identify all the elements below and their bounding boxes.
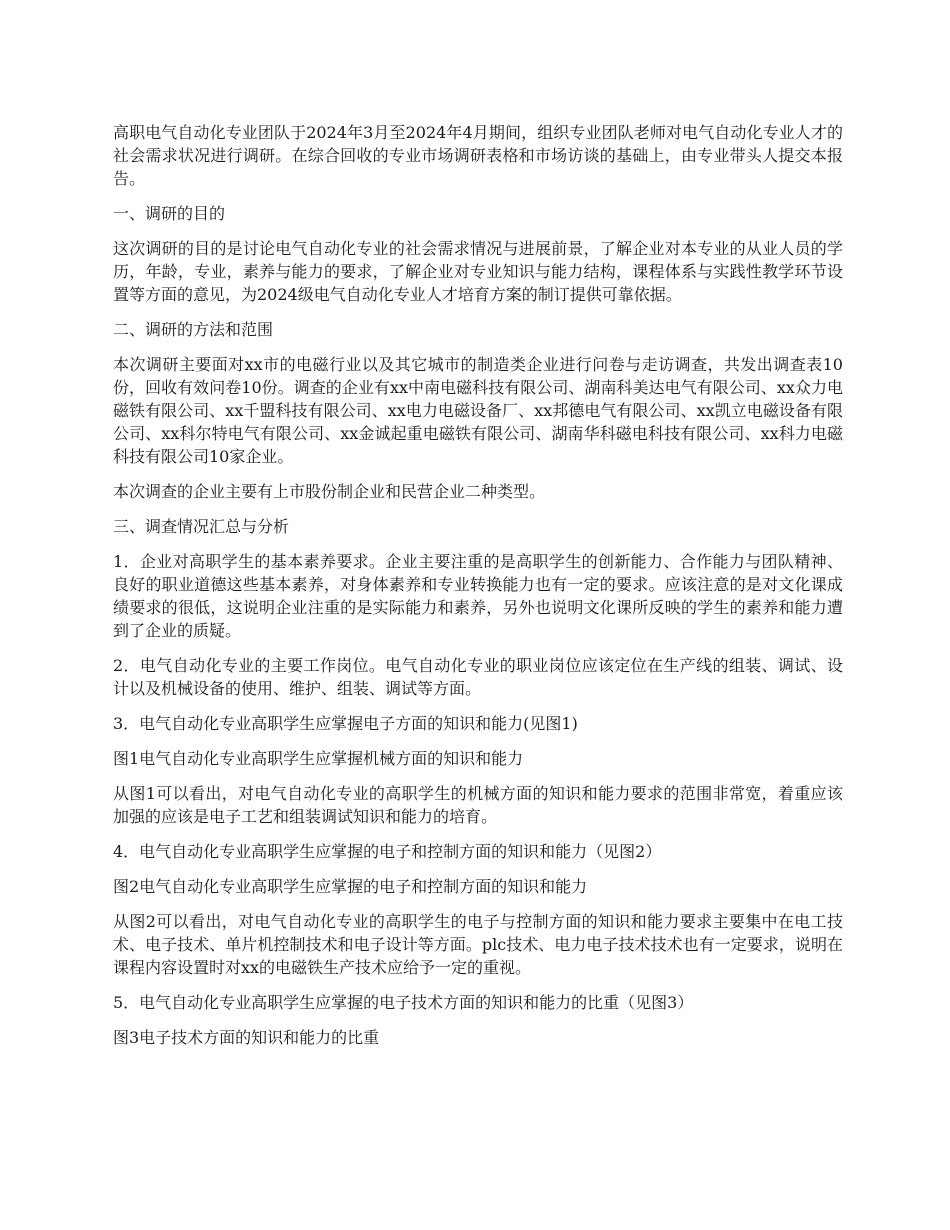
method-paragraph: 本次调研主要面对xx市的电磁行业以及其它城市的制造类企业进行问卷与走访调查，共发出调查表10份，回收有效问卷10份。调查的企业有xx中南电磁科技有限公司、湖南科美达电气有限公司、xx众力电磁铁有限公司、xx千盟科技有限公司、xx电力电磁设备厂、xx邦德电气有限公司、xx凯立电磁设备有限公司、xx科尔特电气有限公司、xx金诚起重电磁铁有限公司、湖南华科磁电科技有限公司、xx科力电磁科技有限公司10家企业。: [113, 355, 843, 466]
section-heading-method: 二、调研的方法和范围: [113, 320, 274, 339]
figure-1-caption: 图1电气自动化专业高职学生应掌握机械方面的知识和能力: [113, 749, 524, 768]
analysis-item-5: 5．电气自动化专业高职学生应掌握的电子技术方面的知识和能力的比重（见图3）: [113, 993, 694, 1012]
figure-2-caption: 图2电气自动化专业高职学生应掌握的电子和控制方面的知识和能力: [113, 877, 588, 896]
document-body: [113, 121, 843, 1061]
figure-1-discussion: 从图1可以看出，对电气自动化专业的高职学生的机械方面的知识和能力要求的范围非常宽，着重应该加强的应该是电子工艺和组装调试知识和能力的培育。: [113, 784, 843, 826]
figure-3-caption: 图3电子技术方面的知识和能力的比重: [113, 1028, 380, 1047]
enterprise-type-paragraph: 本次调查的企业主要有上市股份制企业和民营企业二种类型。: [113, 482, 546, 501]
section-heading-analysis: 三、调查情况汇总与分析: [113, 517, 290, 536]
intro-paragraph: 高职电气自动化专业团队于2024年3月至2024年4月期间，组织专业团队老师对电气自动化专业人才的社会需求状况进行调研。在综合回收的专业市场调研表格和市场访谈的基础上，由专业带头人提交本报告。: [113, 123, 843, 188]
purpose-paragraph: 这次调研的目的是讨论电气自动化专业的社会需求情况与进展前景，了解企业对本专业的从业人员的学历，年龄，专业，素养与能力的要求，了解企业对专业知识与能力结构，课程体系与实践性教学环节设置等方面的意见，为2024级电气自动化专业人才培育方案的制订提供可靠依据。: [113, 239, 843, 304]
analysis-item-1: 1．企业对高职学生的基本素养要求。企业主要注重的是高职学生的创新能力、合作能力与团队精神、良好的职业道德这些基本素养，对身体素养和专业转换能力也有一定的要求。应该注意的是对文化课成绩要求的很低，这说明企业注重的是实际能力和素养，另外也说明文化课所反映的学生的素养和能力遭到了企业的质疑。: [113, 552, 843, 640]
figure-2-discussion: 从图2可以看出，对电气自动化专业的高职学生的电子与控制方面的知识和能力要求主要集中在电工技术、电子技术、单片机控制技术和电子设计等方面。plc技术、电力电子技术技术也有一定要求，说明在课程内容设置时对xx的电磁铁生产技术应给予一定的重视。: [113, 912, 843, 977]
analysis-item-4: 4．电气自动化专业高职学生应掌握的电子和控制方面的知识和能力（见图2）: [113, 842, 662, 861]
section-heading-purpose: 一、调研的目的: [113, 204, 226, 223]
analysis-item-2: 2．电气自动化专业的主要工作岗位。电气自动化专业的职业岗位应该定位在生产线的组装、调试、设计以及机械设备的使用、维护、组装、调试等方面。: [113, 656, 843, 698]
analysis-item-3: 3．电气自动化专业高职学生应掌握电子方面的知识和能力(见图1): [113, 714, 578, 733]
